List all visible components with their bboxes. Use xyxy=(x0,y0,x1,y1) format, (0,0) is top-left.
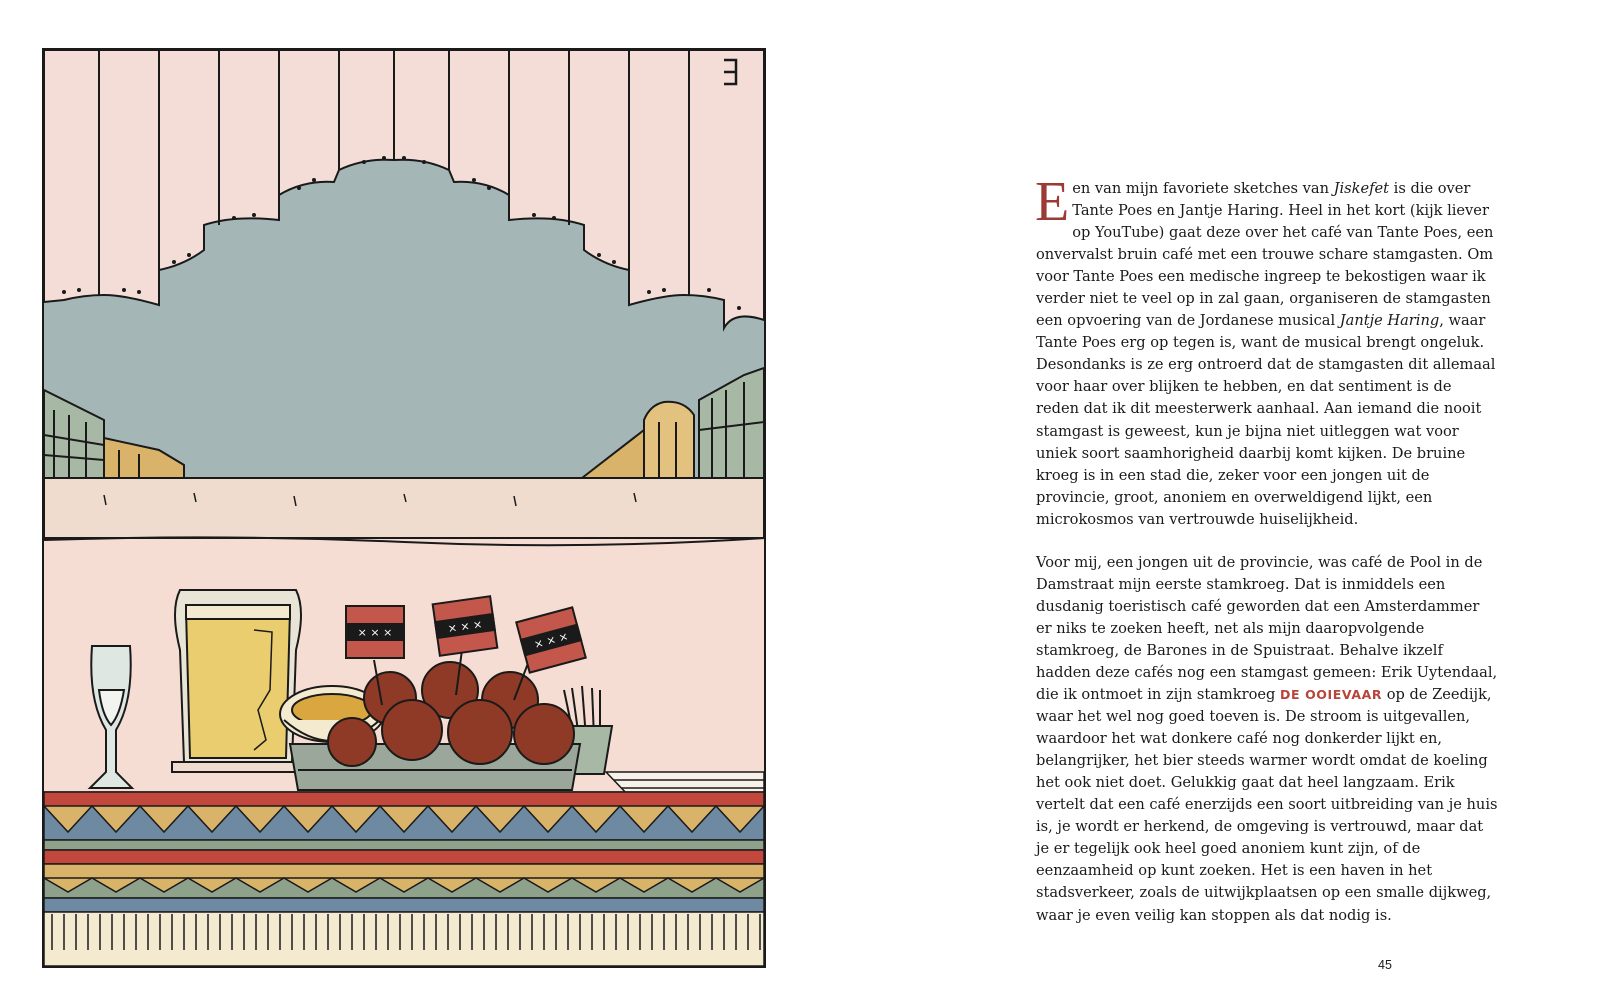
cafe-illustration xyxy=(42,48,766,968)
paragraph-1-text-b: is die over Tante Poes en Jantje Haring. Heel in het kort (kijk liever op YouTube) gaat deze over het café van Tante Poes, een onvervalst bruin café met een trouwe schare stamgasten. Om voor Tante Poes een medische ingreep te bekostigen waar ik verder niet te veel op in zal gaan, organiseren de stamgasten een opvoering van de Jordanese musical xyxy=(1036,180,1494,330)
paragraph-1-text-a: en van mijn favoriete sketches van xyxy=(1072,180,1334,197)
show-title-jiskefet: Jiskefet xyxy=(1333,180,1390,197)
drop-cap: E xyxy=(1035,171,1070,233)
shelf xyxy=(44,478,764,538)
paragraph-1-text-c: , waar Tante Poes erg op tegen is, want de musical brengt ongeluk. Desondanks is ze erg ontroerd dat de stamgasten dit allemaal voor haar over blijken te hebben, en dat sentiment is de reden dat ik dit meesterwerk aanhaal. Aan iemand die nooit stamgast is geweest, kun je bijna niet uitleggen wat voor uniek soort saamhorigheid daarbij komt kijken. De bruine kroeg is in een stad die, zeker voor een jongen uit de provincie, groot, anoniem en overweldigend lijkt, een microkosmos van vertrouwde huiselijkheid. xyxy=(1036,312,1496,528)
rug-fringe xyxy=(44,912,764,966)
paragraph-1 xyxy=(1035,171,1498,531)
svg-text:× × ×: × × × xyxy=(447,617,484,636)
cafe-illustration-drawing xyxy=(44,50,764,966)
svg-text:× × ×: × × × xyxy=(532,629,570,652)
persian-rug xyxy=(44,792,764,912)
paragraph-2-text-b: op de Zeedijk, waar het wel nog goed toeven is. De stroom is uitgevallen, waardoor het wat donkere café nog donkerder lijkt en, belangrijker, het bier steeds warmer wordt omdat de koeling het ook niet doet. Gelukkig gaat dat heel langzaam. Erik vertelt dat een café enerzijds een soort uitbreiding van je huis is, je wordt er herkend, de omgeving is vertrouwd, maar dat je er tegelijk ook heel goed anoniem kunt zijn, of de eenzaamheid op kunt zoeken. Het is een haven in het stadsverkeer, zoals de uitwijkplaatsen op een smalle dijkweg, waar je even veilig kan stoppen als dat nodig is. xyxy=(1036,686,1498,924)
page-number: 45 xyxy=(1378,958,1392,972)
paragraph-2-text-a: Voor mij, een jongen uit de provincie, was café de Pool in de Damstraat mijn eerste stamkroeg. Dat is inmiddels een dusdanig toeristisch café geworden dat een Amsterdammer er niks te zoeken heeft, net als mijn daaropvolgende stamkroeg, de Barones in de Spuistraat. Behalve ikzelf hadden deze cafés nog een stamgast gemeen: Erik Uytendaal, die ik ontmoet in zijn stamkroeg xyxy=(1036,553,1498,704)
musical-title: Jantje Haring xyxy=(1339,312,1440,330)
venue-name: DE OOIEVAAR xyxy=(1280,687,1383,703)
svg-text:× × ×: × × × xyxy=(357,626,393,639)
paragraph-2 xyxy=(1036,552,1498,927)
article-text xyxy=(1035,171,1498,948)
